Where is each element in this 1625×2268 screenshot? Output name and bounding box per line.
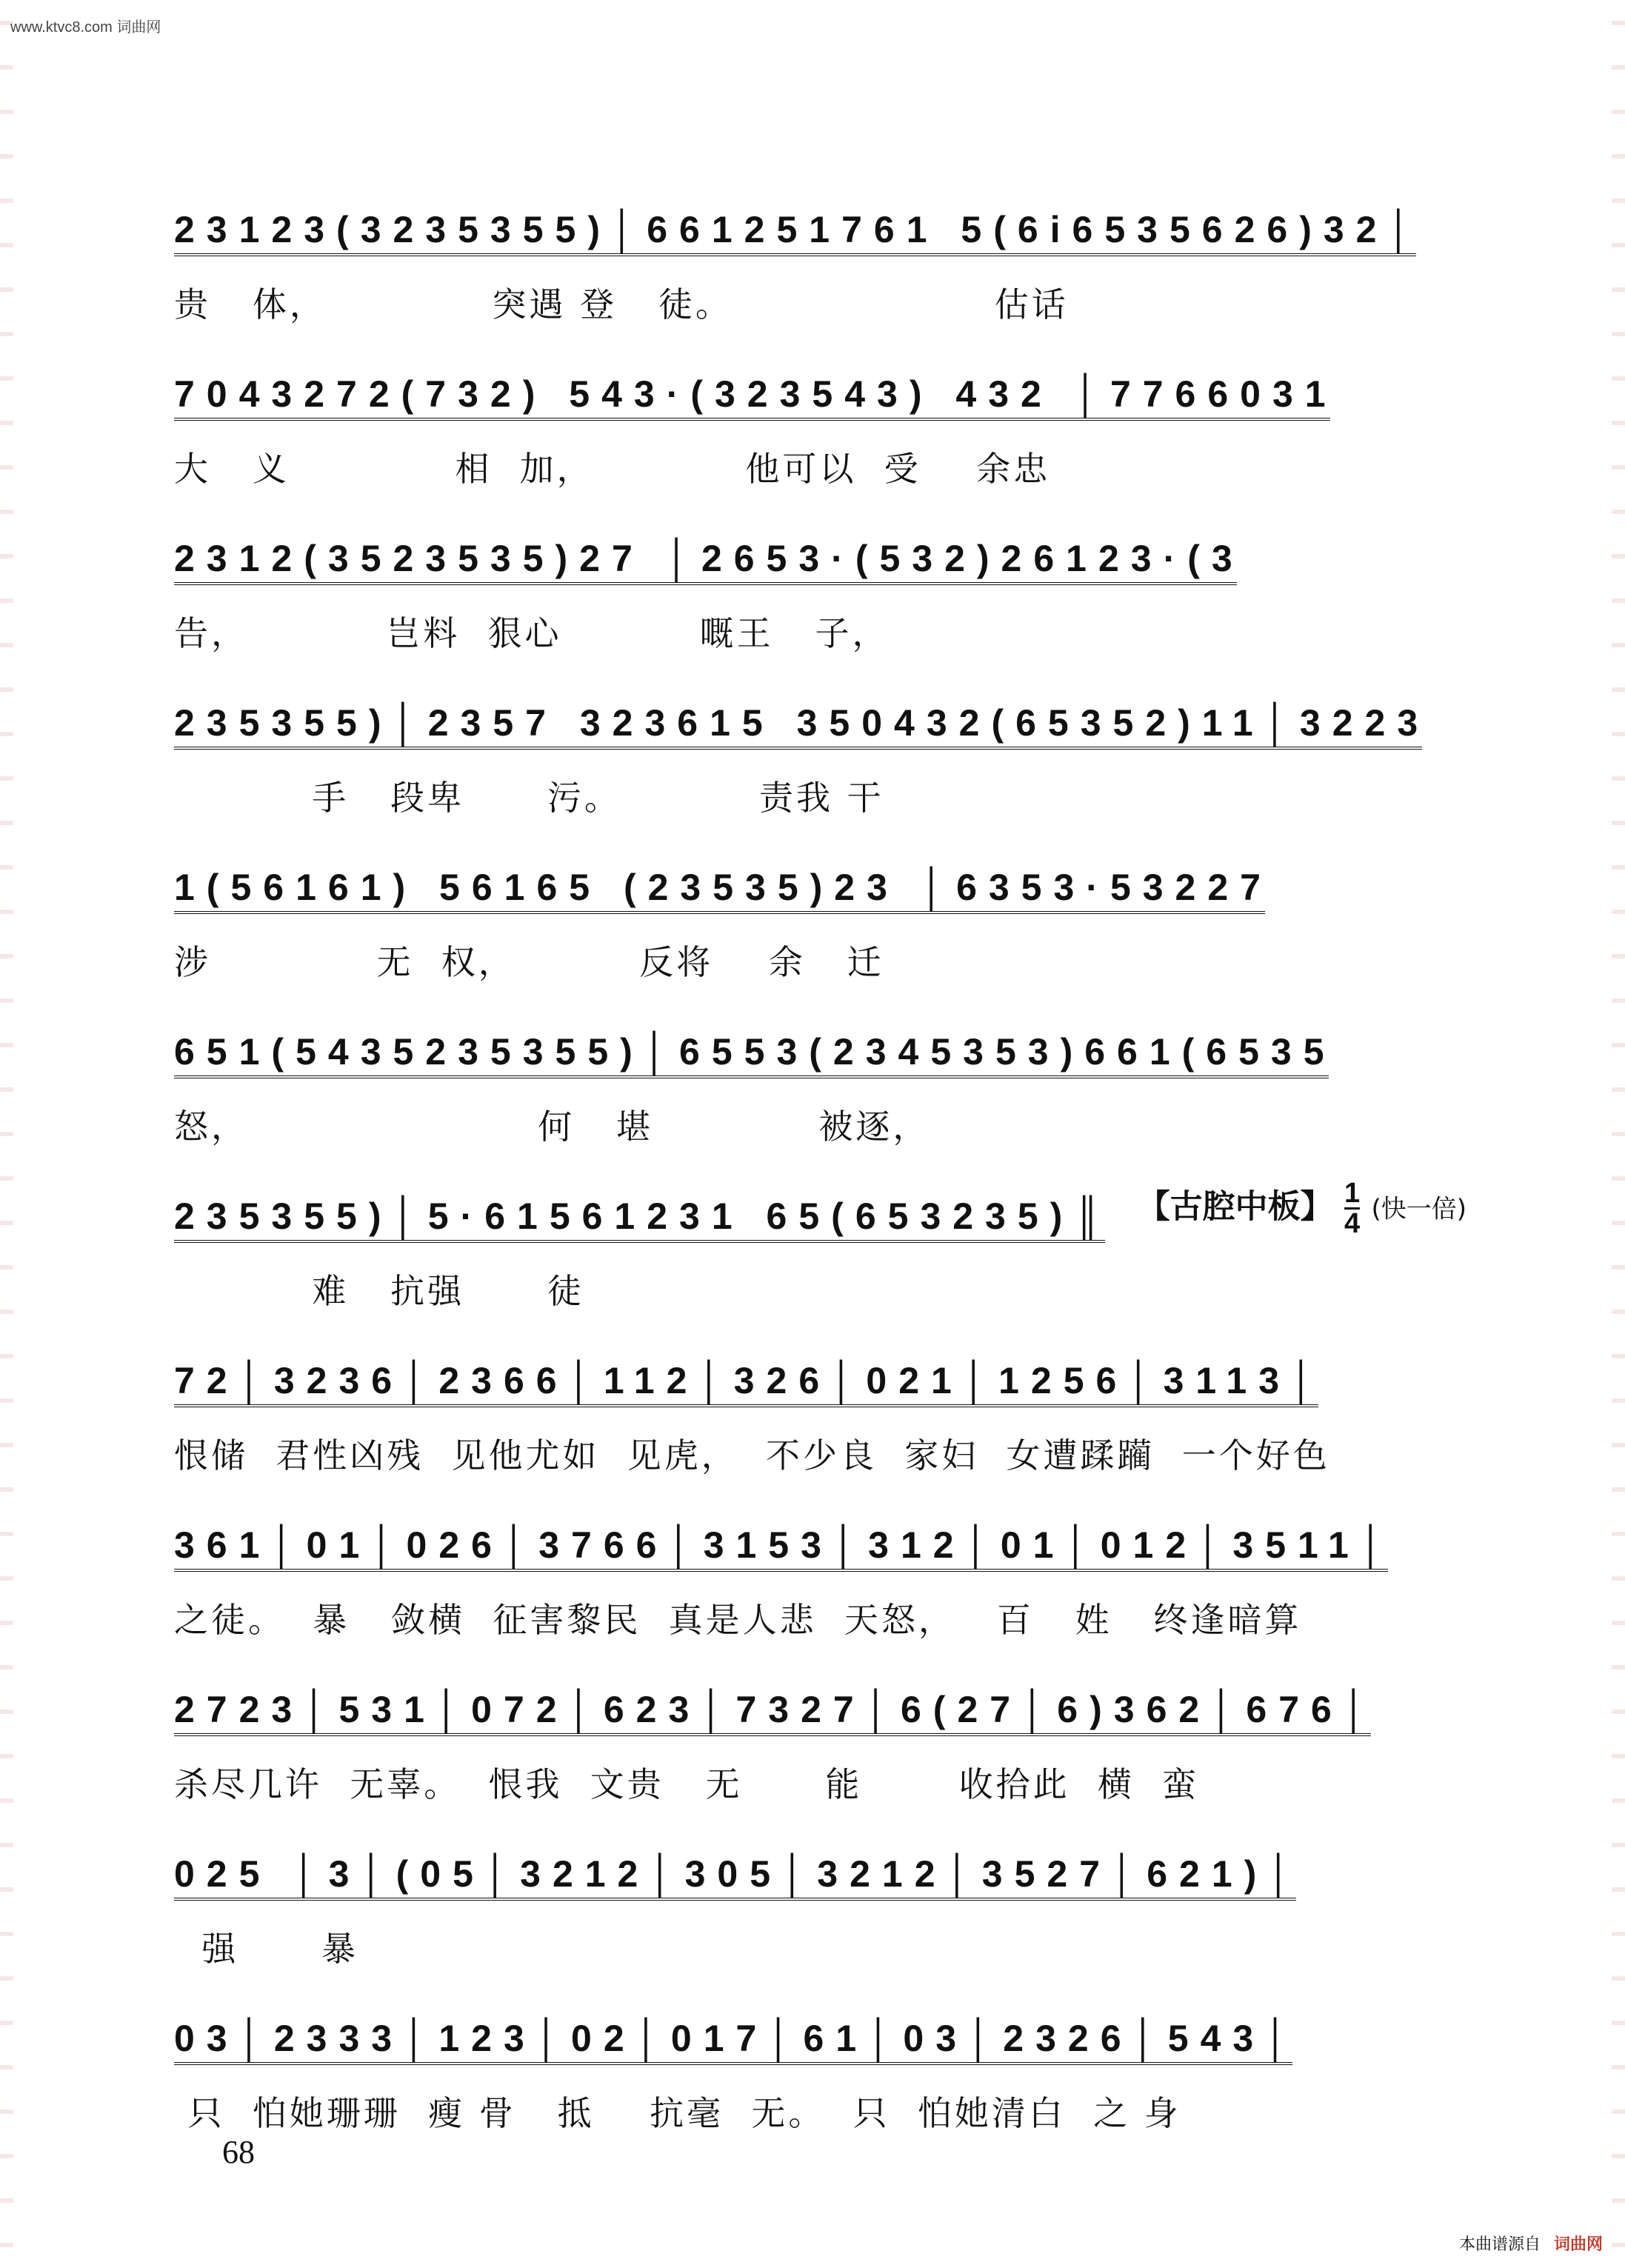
- notes: 025 │3│(05│3212│305│3212│3527│621)│: [174, 1853, 1304, 1895]
- notes: 235355)│2357 323615 350432(65352)11│3223: [174, 702, 1430, 744]
- score-row: [174, 2001, 1466, 2166]
- lyrics-line: 手 段卑 污。 责我 干: [174, 778, 884, 818]
- section-marker: [1138, 1179, 1466, 1238]
- notes: 7043272(732) 543·(323543) 432 │7766031: [174, 373, 1338, 415]
- score-row: [174, 521, 1466, 686]
- score-row: [174, 1179, 1466, 1344]
- watermark-text: www.ktvc8.com 词曲网: [10, 19, 161, 36]
- notation-line: [174, 686, 1466, 767]
- notes: 651(5435235355)│6553(2345353)661(6535: [174, 1031, 1336, 1073]
- notes: 2723│531│072│623│7327│6(27│6)362│676│: [174, 1689, 1379, 1730]
- lyrics-line: 涉 无 权， 反将 余 迁: [174, 942, 884, 982]
- score-body: [174, 193, 1466, 2166]
- lyrics-line: 恨储 君性凶残 见他尤如 见虎， 不少良 家妇 女遭蹂躏 一个好色: [174, 1435, 1330, 1475]
- notation-line: [174, 1672, 1466, 1754]
- notation-line: [174, 521, 1466, 603]
- notation-line: [174, 357, 1466, 438]
- notes: 72│3236│2366│112│326│021│1256│3113│: [174, 1360, 1327, 1401]
- tempo-marking: (快一倍): [1371, 1194, 1466, 1224]
- notation-line: [174, 850, 1466, 932]
- notes: 361│01│026│3766│3153│312│01│012│3511│: [174, 1524, 1396, 1566]
- footer-source: 本曲谱源自: [1458, 2235, 1541, 2254]
- sig-bottom: 4: [1344, 1208, 1361, 1239]
- notation-line: [174, 1015, 1466, 1096]
- right-margin-strip: [1612, 0, 1625, 2268]
- notation-line: [174, 1344, 1466, 1425]
- lyrics-line: 告， 岂料 狠心 嘅王 子，: [174, 613, 890, 653]
- footer: [1459, 2232, 1603, 2255]
- score-row: [174, 1344, 1466, 1508]
- footer-brand: 词曲网: [1553, 2235, 1603, 2254]
- lyrics-line: 大 义 相 加， 他可以 受 余忠: [174, 449, 1051, 489]
- lyrics-line: 强 暴: [174, 1929, 358, 1969]
- notation-line: [174, 1508, 1466, 1590]
- notes: 03│2333│123│02│017│61│03│2326│543│: [174, 2018, 1301, 2059]
- score-row: [174, 357, 1466, 521]
- notes: 235355)│5·61561231 65(653235)║: [174, 1195, 1112, 1237]
- lyrics-line: 只 怕她珊珊 瘦 骨 抵 抗毫 无。 只 怕她清白 之 身: [174, 2093, 1181, 2133]
- lyrics-line: 难 抗强 徒: [174, 1271, 584, 1311]
- page-number: 68: [222, 2134, 255, 2170]
- notes: 1(56161) 56165 (23535)23 │6353·53227: [174, 867, 1272, 908]
- time-signature: [1344, 1179, 1360, 1238]
- lyrics-line: 怒， 何 堪 被逐，: [174, 1107, 930, 1147]
- notation-line: [174, 2001, 1466, 2083]
- notes: 2312(3523535)27 │2653·(532)26123·(3: [174, 538, 1244, 579]
- left-margin-strip: [0, 0, 13, 2268]
- lyrics-line: 杀尽几许 无辜。 恨我 文贵 无 能 收拾此 横 蛮: [174, 1764, 1200, 1804]
- score-row: [174, 850, 1466, 1015]
- notation-line: [174, 1837, 1466, 1918]
- score-row: [174, 1672, 1466, 1837]
- score-row: [174, 686, 1466, 850]
- section-label: 【古腔中板】: [1137, 1187, 1333, 1226]
- score-row: [174, 1015, 1466, 1179]
- notes: 23123(3235355)│661251761 5(6i6535626)32│: [174, 209, 1424, 250]
- notation-line: [174, 193, 1466, 274]
- lyrics-line: 贵 体， 突遇 登 徒。 估话: [174, 284, 1069, 324]
- score-row: [174, 1837, 1466, 2001]
- sig-top: 1: [1344, 1178, 1361, 1209]
- lyrics-line: 之徒。 暴 敛横 征害黎民 真是人悲 天怒， 百 姓 终逢暗算: [174, 1600, 1302, 1640]
- score-row: [174, 1508, 1466, 1672]
- score-row: [174, 193, 1466, 357]
